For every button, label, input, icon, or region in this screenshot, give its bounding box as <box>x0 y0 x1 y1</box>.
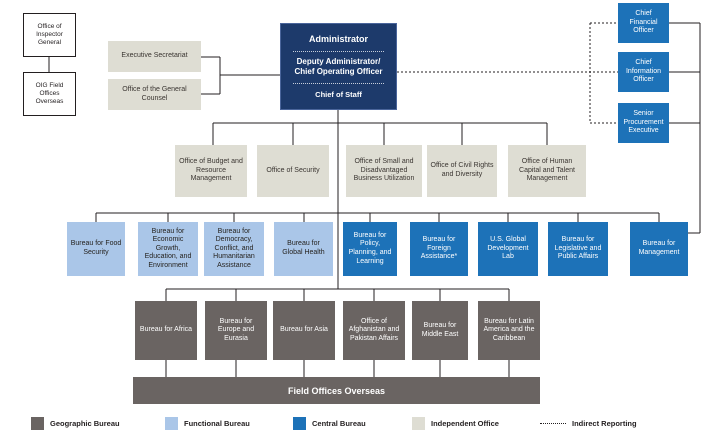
indirect-reporting-line-sample <box>540 423 566 424</box>
node-bureau-middle-east: Bureau for Middle East <box>412 301 468 360</box>
deputy-administrator-title: Deputy Administrator/ Chief Operating Officer <box>294 57 383 77</box>
legend-indirect-reporting <box>540 416 637 430</box>
node-bureau-legislative-public-affairs: Bureau for Legislative and Public Affairs <box>548 222 608 276</box>
functional-bureau-swatch <box>165 417 178 430</box>
node-office-human-capital-talent: Office of Human Capital and Talent Management <box>508 145 586 197</box>
node-bureau-africa: Bureau for Africa <box>135 301 197 360</box>
legend-central-bureau <box>293 416 366 430</box>
node-senior-procurement-executive: Senior Procurement Executive <box>618 103 669 143</box>
node-bureau-latin-america-caribbean: Bureau for Latin America and the Caribbean <box>478 301 540 360</box>
legend-label: Indirect Reporting <box>572 418 637 428</box>
node-office-civil-rights-diversity: Office of Civil Rights and Diversity <box>427 145 497 197</box>
node-office-afghanistan-pakistan: Office of Afghanistan and Pakistan Affairs <box>343 301 405 360</box>
node-oig-field-offices: OIG Field Offices Overseas <box>23 72 76 116</box>
node-chief-information-officer: Chief Information Officer <box>618 52 669 92</box>
geographic-bureau-swatch <box>31 417 44 430</box>
legend-independent-office <box>412 416 499 430</box>
divider <box>293 83 384 84</box>
node-office-small-disadvantaged-business: Office of Small and Disadvantaged Business Utilization <box>346 145 422 197</box>
legend-label: Functional Bureau <box>184 418 250 428</box>
divider <box>293 51 384 52</box>
legend-label: Independent Office <box>431 418 499 428</box>
node-executive-secretariat: Executive Secretariat <box>108 41 201 72</box>
node-chief-financial-officer: Chief Financial Officer <box>618 3 669 43</box>
node-office-security: Office of Security <box>257 145 329 197</box>
legend-label: Central Bureau <box>312 418 366 428</box>
chief-of-staff-title: Chief of Staff <box>315 90 362 100</box>
legend-functional-bureau <box>165 416 250 430</box>
node-bureau-democracy-conflict: Bureau for Democracy, Conflict, and Humanitarian Assistance <box>204 222 264 276</box>
node-general-counsel: Office of the General Counsel <box>108 79 201 110</box>
node-bureau-global-health: Bureau for Global Health <box>274 222 333 276</box>
indirect-reporting-connectors <box>397 23 618 123</box>
node-bureau-europe-eurasia: Bureau for Europe and Eurasia <box>205 301 267 360</box>
node-bureau-policy-planning: Bureau for Policy, Planning, and Learning <box>343 222 397 276</box>
central-bureau-swatch <box>293 417 306 430</box>
node-administrator <box>280 23 397 110</box>
independent-office-swatch <box>412 417 425 430</box>
node-inspector-general: Office of Inspector General <box>23 13 76 57</box>
node-bureau-management: Bureau for Management <box>630 222 688 276</box>
node-bureau-economic-growth: Bureau for Economic Growth, Education, and Environment <box>138 222 198 276</box>
node-bureau-asia: Bureau for Asia <box>273 301 335 360</box>
node-us-global-development-lab: U.S. Global Development Lab <box>478 222 538 276</box>
legend-label: Geographic Bureau <box>50 418 120 428</box>
legend-geographic-bureau <box>31 416 120 430</box>
node-office-budget-resource-management: Office of Budget and Resource Management <box>175 145 247 197</box>
administrator-title: Administrator <box>308 33 368 44</box>
node-bureau-food-security: Bureau for Food Security <box>67 222 125 276</box>
node-bureau-foreign-assistance: Bureau for Foreign Assistance* <box>410 222 468 276</box>
field-offices-overseas-bar: Field Offices Overseas <box>133 377 540 404</box>
